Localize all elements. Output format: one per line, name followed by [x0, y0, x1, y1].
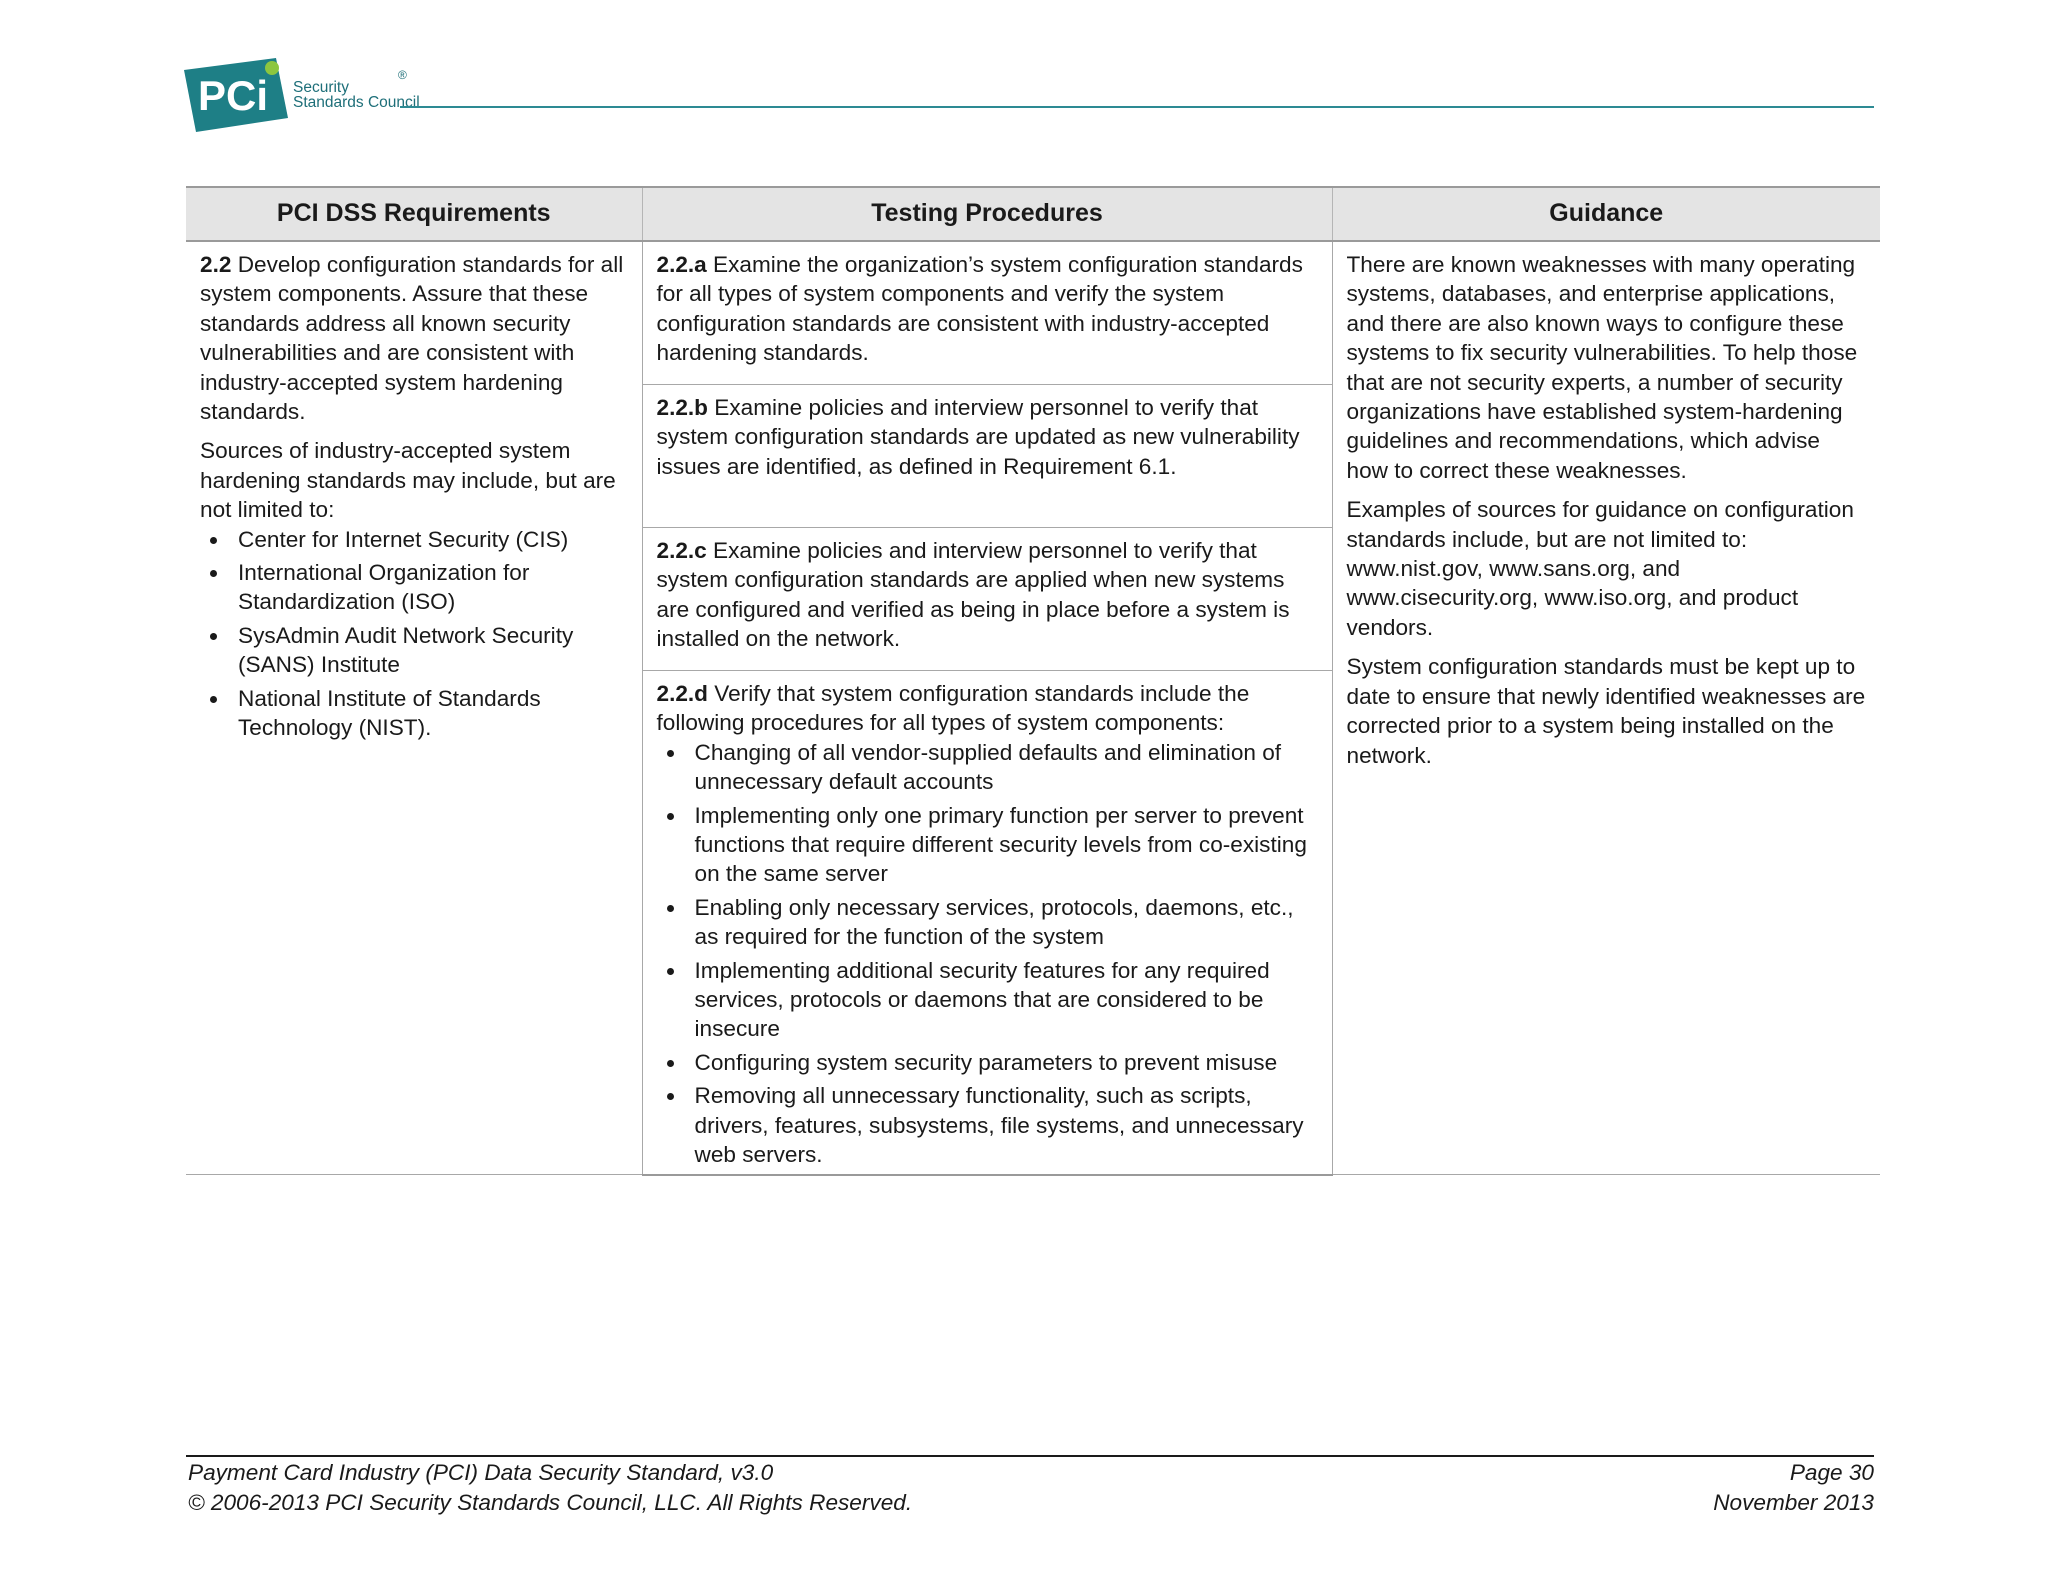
testing-text: Verify that system configuration standards include the following procedures for all types of system components:	[656, 681, 1250, 736]
footer-copyright: © 2006-2013 PCI Security Standards Council, LLC. All Rights Reserved.	[188, 1490, 913, 1515]
footer-date: November 2013	[1713, 1490, 1874, 1515]
header-rule	[400, 106, 1874, 108]
svg-text:PCi: PCi	[198, 72, 269, 119]
header-guidance: Guidance	[1332, 187, 1880, 241]
procedure-item: Removing all unnecessary functionality, such as scripts, drivers, features, subsystems, file systems, and unnecessary web servers.	[694, 1083, 1304, 1168]
requirement-id: 2.2	[200, 252, 232, 277]
guidance-paragraph: Examples of sources for guidance on configuration standards include, but are not limited to: www.nist.gov, www.sans.org, and www.cisecurity.org, www.iso.org, and product vendors.	[1346, 497, 1854, 640]
list-item	[200, 525, 628, 554]
logo-registered-mark: ®	[398, 68, 407, 82]
footer-page-number: Page 30	[1789, 1460, 1874, 1485]
list-item	[200, 621, 628, 680]
testing-procedure-2-2-c	[642, 528, 1332, 671]
bullet-icon	[667, 968, 674, 975]
source-item: Center for Internet Security (CIS)	[238, 526, 569, 552]
procedure-item: Configuring system security parameters to prevent misuse	[694, 1049, 1278, 1075]
bullet-icon	[210, 537, 217, 544]
bullet-icon	[667, 1093, 674, 1100]
sources-list	[200, 525, 628, 743]
procedure-item: Enabling only necessary services, protocols, daemons, etc., as required for the function of the system	[694, 894, 1294, 950]
list-item	[657, 1081, 1318, 1169]
testing-procedure-2-2-a	[642, 241, 1332, 385]
requirements-table	[186, 186, 1880, 1176]
footer-document-title: Payment Card Industry (PCI) Data Security Standard, v3.0	[188, 1460, 774, 1485]
bullet-icon	[210, 696, 217, 703]
requirement-cell	[186, 241, 642, 1175]
testing-procedure-2-2-d	[642, 671, 1332, 1175]
source-item: SysAdmin Audit Network Security (SANS) Institute	[238, 622, 574, 678]
testing-id: 2.2.c	[656, 538, 707, 563]
sources-intro: Sources of industry-accepted system hardening standards may include, but are not limited to:	[200, 438, 616, 523]
procedure-item: Changing of all vendor-supplied defaults and elimination of unnecessary default accounts	[694, 739, 1282, 795]
header-requirements: PCI DSS Requirements	[186, 187, 642, 241]
source-item: National Institute of Standards Technology (NIST).	[238, 685, 541, 741]
testing-paragraph	[657, 536, 1318, 654]
pci-logo-mark	[184, 58, 294, 132]
pci-logo	[184, 58, 424, 138]
bullet-icon	[667, 905, 674, 912]
table-row	[186, 241, 1880, 385]
bullet-icon	[667, 750, 674, 757]
list-item	[657, 956, 1318, 1044]
table-header-row	[186, 187, 1880, 241]
testing-id: 2.2.d	[656, 681, 708, 706]
list-item	[657, 738, 1318, 797]
header-testing-procedures: Testing Procedures	[642, 187, 1332, 241]
guidance-paragraph: There are known weaknesses with many operating systems, databases, and enterprise applications, and there are also known ways to configure these systems to fix security vulnerabilities. To help those that are not security experts, a number of security organizations have established system-hardening guidelines and recommendations, which advise how to correct these weaknesses.	[1346, 252, 1858, 483]
procedure-item: Implementing additional security features for any required services, protocols or daemons that are considered to be insecure	[694, 957, 1270, 1042]
list-item	[657, 1048, 1318, 1077]
testing-id: 2.2.a	[656, 252, 707, 277]
testing-paragraph	[657, 393, 1318, 481]
source-item: International Organization for Standardization (ISO)	[238, 560, 530, 615]
testing-id: 2.2.b	[656, 395, 708, 420]
list-item	[200, 558, 628, 617]
logo-text-line2: Standards Council	[293, 94, 420, 111]
footer-left	[188, 1458, 912, 1518]
footer-rule	[186, 1455, 1874, 1457]
guidance-paragraph: System configuration standards must be kept up to date to ensure that newly identified weaknesses are corrected prior to a system being installed on the network.	[1346, 654, 1866, 768]
testing-text: Examine policies and interview personnel to verify that system configuration standards are updated as new vulnerability issues are identified, as defined in Requirement 6.1.	[656, 395, 1300, 479]
list-item	[657, 801, 1318, 889]
requirement-text: Develop configuration standards for all system components. Assure that these standards address all known security vulnerabilities and are consistent with industry-accepted system hardening standards.	[200, 252, 624, 425]
testing-paragraph	[657, 679, 1318, 738]
list-item	[200, 684, 628, 743]
bullet-icon	[667, 1060, 674, 1067]
procedures-list	[657, 738, 1318, 1170]
testing-paragraph	[657, 250, 1318, 368]
requirement-paragraph	[200, 250, 628, 426]
list-item	[657, 893, 1318, 952]
testing-text: Examine the organization’s system configuration standards for all types of system components and verify the system configuration standards are consistent with industry-accepted hardening standards.	[656, 252, 1303, 366]
guidance-cell	[1332, 241, 1880, 1175]
footer-right	[1713, 1458, 1874, 1518]
testing-text: Examine policies and interview personnel to verify that system configuration standards are applied when new systems are configured and verified as being in place before a system is installed on the network.	[656, 538, 1290, 652]
bullet-icon	[210, 633, 217, 640]
logo-text-line1: Security	[293, 79, 349, 96]
bullet-icon	[667, 813, 674, 820]
testing-procedure-2-2-b	[642, 385, 1332, 528]
procedure-item: Implementing only one primary function per server to prevent functions that require different security levels from co-existing on the same server	[694, 802, 1307, 887]
bullet-icon	[210, 570, 217, 577]
